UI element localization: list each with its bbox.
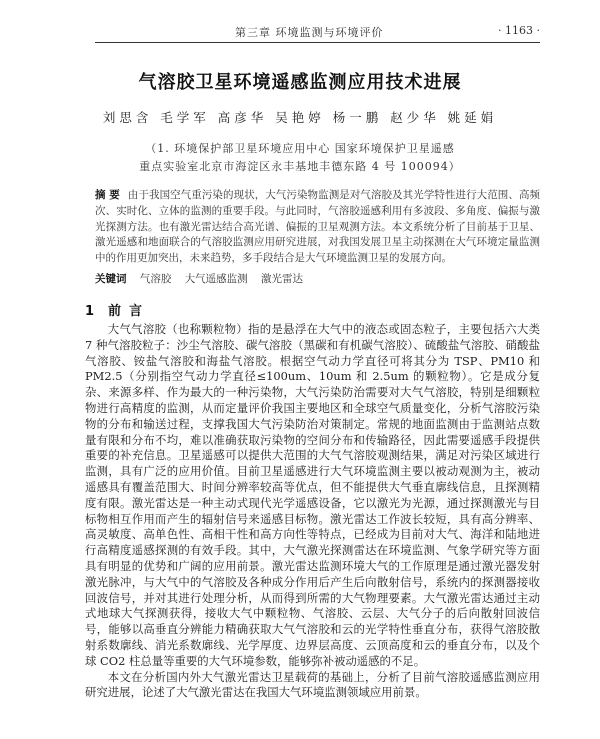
keyword: 激光雷达 bbox=[261, 273, 304, 285]
abstract bbox=[95, 188, 540, 267]
keyword: 大气遥感监测 bbox=[184, 273, 248, 285]
affiliation-line-2: 重点实验室北京市海淀区永丰基地丰德东路 4 号 100094） bbox=[139, 160, 461, 173]
paper-title: 气溶胶卫星环境遥感监测应用技术进展 bbox=[138, 72, 462, 93]
section-title: 前言 bbox=[108, 304, 151, 319]
journal-section-title: 第三章 环境监测与环境评价 bbox=[235, 26, 384, 39]
page-number: · 1163 · bbox=[498, 24, 540, 37]
abstract-text: 由于我国空气重污染的现状，大气污染物监测是对气溶胶及其光学特性进行大范围、高频次、实时化、立体的监测的重要手段。与此同时，气溶胶遥感利用有多波段、多角度、偏振与激光探测方法。也有激光雷达结合高光谱、偏振的卫星观测方法。本文系统分析了目前基于卫星、激光遥感和地面联合的气溶胶监测应用研究进展，对我国发展卫星主动探测在大气环境定量监测中的作用更加突出，未来趋势，多手段结合是大气环境监测卫星的发展方向。 bbox=[95, 189, 541, 265]
section-number: 1 bbox=[85, 304, 95, 319]
keywords bbox=[95, 271, 540, 286]
running-header bbox=[95, 20, 540, 43]
body-paragraph: 本文在分析国内外大气激光雷达卫星载荷的基础上，分析了目前气溶胶遥感监测应用研究进展，论述了大气激光雷达在我国大气环境监测领域应用前景。 bbox=[85, 669, 540, 700]
body-text bbox=[85, 322, 540, 701]
body-paragraph: 大气气溶胶（也称颗粒物）指的是悬浮在大气中的液态或固态粒子，主要包括六大类 7 种气溶胶粒子：沙尘气溶胶、碳气溶胶（黑碳和有机碳气溶胶）、硫酸盐气溶胶、硝酸盐气溶胶、铵盐气溶胶和海盐气溶胶。根据空气动力学直径可将其分为 TSP、PM10 和 PM2.5（分别指空气动力学直径≤100um、10um 和 2.5um 的颗粒物）。它是成分复杂、来源多样、作为最大的一种污染物，大气污染防治需要对大气气溶胶，特别是细颗粒物进行高精度的监测，从而定量评价我国主要地区和全球空气质量变化，分析气溶胶污染物的分布和输送过程，支撑我国大气污染防治对策制定。常规的地面监测由于监测站点数量有限和分布不均，难以准确获取污染物的空间分布和传输路径，因此需要遥感手段提供重要的补充信息。卫星遥感可以提供大范围的大气气溶胶观测结果，满足对污染区域进行监测，具有广泛的应用价值。目前卫星遥感进行大气环境监测主要以被动观测为主，被动遥感具有覆盖范围大、时间分辨率较高等优点，但不能提供大气垂直廓线信息，且探测精度有限。激光雷达是一种主动式现代光学遥感设备，它以激光为光源，通过探测激光与目标物相互作用而产生的辐射信号来遥感目标物。激光雷达工作波长较短，具有高分辨率、高灵敏度、高单色性、高相干性和高方向性等特点，已经成为目前对大气、海洋和陆地进行高精度遥感探测的有效手段。其中，大气激光探测雷达在环境监测、气象学研究等方面具有明显的优势和广阔的应用前景。激光雷达监测环境大气的工作原理是通过激光器发射激光脉冲，与大气中的气溶胶及各种成分作用后产生后向散射信号，系统内的探测器接收回波信号，并对其进行处理分析，从而得到所需的大气物理要素。大气激光雷达通过主动式地球大气探测获得，接收大气中颗粒物、气溶胶、云层、大气分子的后向散射回波信号，能够以高垂直分辨能力精确获取大气气溶胶和云的光学特性垂直分布，获得气溶胶散射系数廓线、消光系数廓线、光学厚度、边界层高度、云顶高度和云的垂直分布，以及个球 CO2 柱总量等重要的大气环境参数，能够弥补被动遥感的不足。 bbox=[85, 322, 540, 668]
affiliation-line-1: （1. 环境保护部卫星环境应用中心 国家环境保护卫星遥感 bbox=[145, 142, 455, 155]
abstract-label: 摘 要 bbox=[95, 189, 120, 201]
keyword: 气溶胶 bbox=[139, 273, 172, 285]
author-list: 刘思含 毛学军 高彦华 吴艳婷 杨一鹏 赵少华 姚延娟 bbox=[102, 110, 498, 125]
keywords-label: 关键词 bbox=[95, 273, 127, 285]
section-heading bbox=[85, 300, 150, 319]
